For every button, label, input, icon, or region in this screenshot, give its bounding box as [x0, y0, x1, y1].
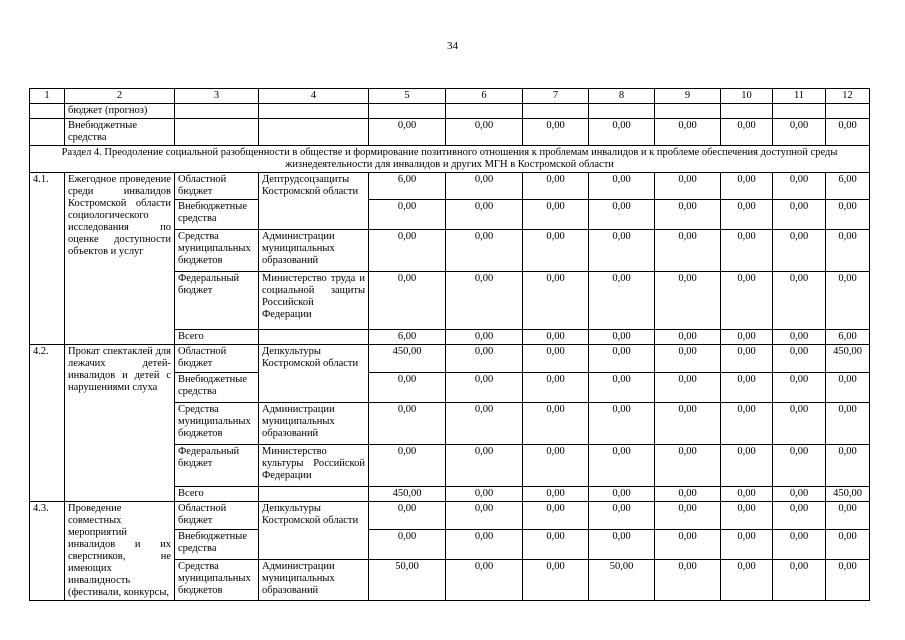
continuation-row	[30, 104, 870, 119]
header-row	[30, 89, 870, 104]
value-cell: 0,00	[369, 530, 446, 560]
value-cell: 50,00	[589, 560, 655, 601]
value-cell: 0,00	[721, 373, 773, 403]
value-cell: 0,00	[773, 200, 826, 230]
value-cell: 6,00	[369, 173, 446, 200]
column-header: 12	[826, 89, 870, 104]
value-cell: 0,00	[369, 230, 446, 272]
value-cell: 0,00	[523, 403, 589, 445]
table-row	[30, 502, 870, 530]
column-header: 1	[30, 89, 65, 104]
value-cell: 0,00	[369, 119, 446, 146]
value-cell: 0,00	[773, 403, 826, 445]
executor-cell: Депкультуры Костромской области	[259, 502, 369, 560]
item-name: Прокат спектаклей для лежачих детей-инвалидов и детей с нарушениями слуха	[65, 345, 175, 502]
column-header: 4	[259, 89, 369, 104]
value-cell: 0,00	[589, 173, 655, 200]
value-cell: 0,00	[523, 502, 589, 530]
value-cell: 0,00	[826, 560, 870, 601]
column-header: 5	[369, 89, 446, 104]
value-cell: 0,00	[589, 502, 655, 530]
value-cell: 0,00	[589, 373, 655, 403]
value-cell: 0,00	[826, 403, 870, 445]
funding-source: Федеральный бюджет	[175, 445, 259, 487]
value-cell: 0,00	[446, 560, 523, 601]
value-cell: 6,00	[826, 173, 870, 200]
page-number: 34	[447, 40, 458, 52]
funding-source: Средства муниципальных бюджетов	[175, 403, 259, 445]
value-cell: 0,00	[446, 445, 523, 487]
executor-cell: Администрации муниципальных образований	[259, 230, 369, 272]
value-cell: 0,00	[446, 502, 523, 530]
value-cell: 0,00	[655, 173, 721, 200]
value-cell: 0,00	[721, 560, 773, 601]
section-title: Раздел 4. Преодоление социальной разобщенности в обществе и формирование позитивного отношения к проблемам инвалидов и к проблеме обеспечения доступной среды жизнедеятельности для инвалидов и других МГН в Костромской области	[30, 146, 870, 173]
value-cell: 0,00	[369, 502, 446, 530]
value-cell: 0,00	[589, 230, 655, 272]
value-cell: 0,00	[655, 560, 721, 601]
item-number: 4.3.	[30, 502, 65, 601]
total-value: 6,00	[826, 330, 870, 345]
value-cell: 0,00	[369, 403, 446, 445]
column-header: 8	[589, 89, 655, 104]
executor-cell: Администрации муниципальных образований	[259, 403, 369, 445]
total-value: 0,00	[721, 487, 773, 502]
total-value: 0,00	[655, 330, 721, 345]
value-cell: 0,00	[721, 119, 773, 146]
column-header: 6	[446, 89, 523, 104]
value-cell: 0,00	[589, 403, 655, 445]
value-cell: 0,00	[446, 373, 523, 403]
value-cell: 0,00	[826, 502, 870, 530]
value-cell: 0,00	[369, 445, 446, 487]
value-cell	[523, 104, 589, 119]
section-row	[30, 146, 870, 173]
value-cell: 0,00	[773, 530, 826, 560]
funding-source: Федеральный бюджет	[175, 272, 259, 330]
value-cell: 0,00	[826, 200, 870, 230]
value-cell: 0,00	[589, 445, 655, 487]
value-cell: 0,00	[826, 230, 870, 272]
program-table	[29, 88, 870, 601]
value-cell: 0,00	[773, 502, 826, 530]
value-cell	[721, 104, 773, 119]
executor-cell: Администрации муниципальных образований	[259, 560, 369, 601]
value-cell: 0,00	[655, 119, 721, 146]
value-cell: 0,00	[826, 272, 870, 330]
value-cell: 0,00	[826, 373, 870, 403]
total-value: 450,00	[369, 487, 446, 502]
source-cell	[175, 119, 259, 146]
value-cell: 0,00	[523, 230, 589, 272]
executor-cell	[259, 487, 369, 502]
item-name-cell: Внебюджетные средства	[65, 119, 175, 146]
column-header: 3	[175, 89, 259, 104]
value-cell: 0,00	[655, 230, 721, 272]
total-value: 0,00	[523, 330, 589, 345]
value-cell: 0,00	[721, 445, 773, 487]
total-value: 0,00	[589, 330, 655, 345]
value-cell: 0,00	[721, 502, 773, 530]
value-cell: 0,00	[446, 230, 523, 272]
value-cell	[446, 104, 523, 119]
value-cell: 0,00	[826, 445, 870, 487]
value-cell: 0,00	[655, 403, 721, 445]
value-cell: 0,00	[773, 445, 826, 487]
value-cell: 0,00	[773, 345, 826, 373]
value-cell	[369, 104, 446, 119]
executor-cell	[259, 330, 369, 345]
total-value: 0,00	[655, 487, 721, 502]
value-cell: 0,00	[826, 119, 870, 146]
funding-source: Средства муниципальных бюджетов	[175, 230, 259, 272]
value-cell: 0,00	[446, 173, 523, 200]
value-cell: 0,00	[773, 173, 826, 200]
value-cell	[655, 104, 721, 119]
total-value: 0,00	[446, 487, 523, 502]
funding-source: Внебюджетные средства	[175, 373, 259, 403]
value-cell: 0,00	[523, 119, 589, 146]
column-header: 2	[65, 89, 175, 104]
value-cell: 0,00	[523, 445, 589, 487]
value-cell: 0,00	[655, 373, 721, 403]
value-cell	[589, 104, 655, 119]
value-cell	[773, 104, 826, 119]
value-cell: 0,00	[773, 119, 826, 146]
num-cell	[30, 119, 65, 146]
value-cell: 0,00	[773, 230, 826, 272]
funding-source: Областной бюджет	[175, 173, 259, 200]
total-value: 0,00	[589, 487, 655, 502]
total-value: 0,00	[773, 330, 826, 345]
executor-cell: Депкультуры Костромской области	[259, 345, 369, 403]
funding-source: Внебюджетные средства	[175, 200, 259, 230]
value-cell: 0,00	[523, 173, 589, 200]
item-name: Проведение совместных мероприятий инвалидов и их сверстников, не имеющих инвалидность (фестивали, конкурсы,	[65, 502, 175, 601]
value-cell: 0,00	[655, 200, 721, 230]
value-cell: 0,00	[655, 345, 721, 373]
value-cell: 0,00	[589, 119, 655, 146]
executor-cell: Дептрудсоцзащиты Костромской области	[259, 173, 369, 230]
total-value: 0,00	[773, 487, 826, 502]
table-body	[30, 89, 870, 601]
total-value: 450,00	[826, 487, 870, 502]
continuation-row	[30, 119, 870, 146]
value-cell: 0,00	[446, 345, 523, 373]
executor-cell	[259, 119, 369, 146]
value-cell: 450,00	[826, 345, 870, 373]
value-cell: 0,00	[523, 373, 589, 403]
table-row	[30, 173, 870, 200]
item-number: 4.1.	[30, 173, 65, 345]
value-cell: 0,00	[369, 373, 446, 403]
value-cell	[826, 104, 870, 119]
num-cell	[30, 104, 65, 119]
executor-cell: Министерство труда и социальной защиты Российской Федерации	[259, 272, 369, 330]
value-cell: 0,00	[721, 530, 773, 560]
column-header: 7	[523, 89, 589, 104]
funding-source: Областной бюджет	[175, 345, 259, 373]
value-cell: 0,00	[721, 173, 773, 200]
executor-cell: Министерство культуры Российской Федерации	[259, 445, 369, 487]
value-cell: 0,00	[655, 502, 721, 530]
value-cell: 0,00	[721, 403, 773, 445]
column-header: 11	[773, 89, 826, 104]
value-cell: 0,00	[655, 272, 721, 330]
value-cell: 0,00	[589, 200, 655, 230]
executor-cell	[259, 104, 369, 119]
value-cell: 0,00	[369, 272, 446, 330]
value-cell: 0,00	[655, 530, 721, 560]
value-cell: 0,00	[446, 403, 523, 445]
total-value: 6,00	[369, 330, 446, 345]
column-header: 10	[721, 89, 773, 104]
value-cell: 0,00	[589, 345, 655, 373]
column-header: 9	[655, 89, 721, 104]
value-cell: 0,00	[446, 272, 523, 330]
value-cell: 0,00	[826, 530, 870, 560]
value-cell: 0,00	[446, 119, 523, 146]
value-cell: 0,00	[773, 560, 826, 601]
value-cell: 0,00	[773, 272, 826, 330]
funding-source: Средства муниципальных бюджетов	[175, 560, 259, 601]
value-cell: 0,00	[446, 200, 523, 230]
value-cell: 0,00	[523, 200, 589, 230]
value-cell: 0,00	[721, 230, 773, 272]
value-cell: 0,00	[446, 530, 523, 560]
total-value: 0,00	[523, 487, 589, 502]
value-cell: 0,00	[523, 560, 589, 601]
item-name-cell: бюджет (прогноз)	[65, 104, 175, 119]
value-cell: 0,00	[721, 272, 773, 330]
item-number: 4.2.	[30, 345, 65, 502]
value-cell: 0,00	[369, 200, 446, 230]
value-cell: 0,00	[523, 345, 589, 373]
value-cell: 0,00	[523, 272, 589, 330]
total-value: 0,00	[721, 330, 773, 345]
value-cell: 50,00	[369, 560, 446, 601]
total-label: Всего	[175, 330, 259, 345]
value-cell: 0,00	[589, 530, 655, 560]
source-cell	[175, 104, 259, 119]
funding-source: Областной бюджет	[175, 502, 259, 530]
value-cell: 0,00	[655, 445, 721, 487]
total-value: 0,00	[446, 330, 523, 345]
item-name: Ежегодное проведение среди инвалидов Костромской области социологического исследования по оценке доступности объектов и услуг	[65, 173, 175, 345]
value-cell: 0,00	[589, 272, 655, 330]
value-cell: 0,00	[523, 530, 589, 560]
funding-source: Внебюджетные средства	[175, 530, 259, 560]
value-cell: 0,00	[721, 200, 773, 230]
value-cell: 0,00	[721, 345, 773, 373]
table-row	[30, 345, 870, 373]
value-cell: 0,00	[773, 373, 826, 403]
total-label: Всего	[175, 487, 259, 502]
value-cell: 450,00	[369, 345, 446, 373]
